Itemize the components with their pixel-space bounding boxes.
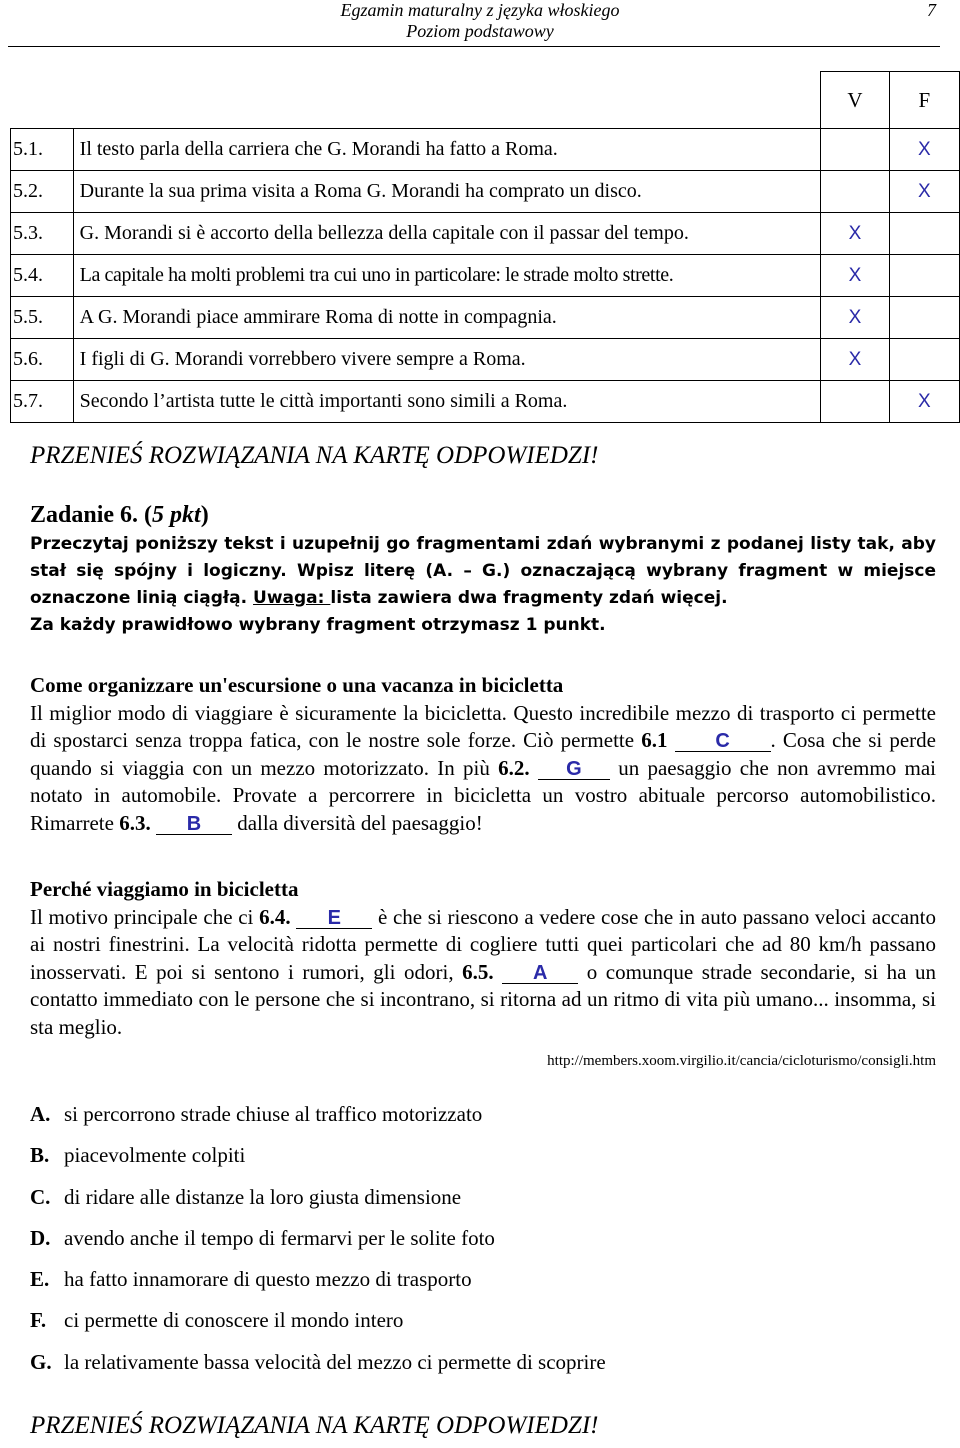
list-item: B. piacevolmente colpiti [30,1143,246,1168]
table-row [11,381,960,423]
answer-v-cell[interactable]: X [821,297,889,339]
list-item: A. si percorrono strade chiuse al traffico motorizzato [30,1102,483,1126]
page-number: 7 [927,0,936,20]
statement-number: 5.5. [11,297,74,339]
note-label: Uwaga: [253,588,331,608]
statement-number: 5.2. [11,171,74,213]
list-item: E. ha fatto innamorare di questo mezzo di trasporto [30,1267,472,1292]
answer-blank[interactable]: G [538,759,610,780]
answer-f-cell[interactable]: X [889,381,959,423]
task-points: 5 pkt [152,502,201,528]
table-row [11,255,960,297]
answer-blank[interactable]: B [156,814,232,835]
exam-title: Egzamin maturalny z języka włoskiego [340,0,620,20]
table-row [11,297,960,339]
section-paragraph: Il motivo principale che ci 6.4. E è che si riescono a vedere cose che in auto passano veloci accanto ai nostri finestrini. La velocità ridotta permette di cogliere tutti quei particolari che ad 80 km/h passano inosservati. E poi si sentono i rumori, gli odori, 6.5. A o comunque strade secondarie, si ha un contatto immediato con le persone che si incontrano, si ritorna ad un ritmo di vita più umano... insomma, si sta meglio. [30,904,937,1039]
transfer-note: PRZENIEŚ ROZWIĄZANIA NA KARTĘ ODPOWIEDZI! [30,442,599,469]
options-list [30,1097,930,1386]
answer-f-cell[interactable] [889,255,959,297]
section-paragraph: Il miglior modo di viaggiare è sicuramente la bicicletta. Questo incredibile mezzo di trasporto ci permette di spostarci senza troppa fatica, con le nostre sole forze. Ciò permette 6.1 C . Cosa che si perde quando si viaggia con un mezzo motorizzato. In più 6.2. G un paesaggio che non avremmo mai notato in automobile. Provate a percorrere in bicicletta un vostro abituale percorso automobilistico. Rimarrete 6.3. B dalla diversità del paesaggio! [30,700,936,835]
statement-text: I figli di G. Morandi vorrebbero vivere sempre a Roma. [73,339,821,381]
table-row [11,213,960,255]
statement-number: 5.3. [11,213,74,255]
table-row [11,171,960,213]
answer-f-cell[interactable] [889,339,959,381]
page-header [0,0,960,48]
statement-text: La capitale ha molti problemi tra cui uno in particolare: le strade molto strette. [73,255,821,297]
exam-level: Poziom podstawowy [406,21,554,41]
answer-v-cell[interactable]: X [821,255,889,297]
statement-number: 5.6. [11,339,74,381]
text-section-2 [30,876,936,1041]
text-section-1 [30,672,936,837]
column-v-header: V [821,72,889,129]
answer-blank[interactable]: A [502,963,578,984]
answer-blank[interactable]: C [675,731,771,752]
answer-v-cell[interactable]: X [821,339,889,381]
task-instructions: Przeczytaj poniższy tekst i uzupełnij go fragmentami zdań wybranymi z podanej listy tak, aby stał się spójny i logiczny. Wpisz literę (A. – G.) oznaczającą wybrany fragment w miejsce oznaczone linią ciągłą. Uwaga: lista zawiera dwa fragmenty zdań więcej. Za każdy prawidłowo wybrany fragment otrzymasz 1 punkt. [30,534,936,635]
list-item: D. avendo anche il tempo di fermarvi per le solite foto [30,1225,495,1250]
statement-text: Il testo parla della carriera che G. Morandi ha fatto a Roma. [73,129,821,171]
true-false-table [10,71,960,423]
source-url: http://members.xoom.virgilio.it/cancia/cicloturismo/consigli.htm [547,1053,936,1069]
statement-number: 5.4. [11,255,74,297]
section-heading: Come organizzare un'escursione o una vacanza in bicicletta [30,673,564,697]
statement-number: 5.1. [11,129,74,171]
answer-v-cell[interactable] [821,171,889,213]
answer-blank[interactable]: E [296,908,372,929]
answer-v-cell[interactable]: X [821,213,889,255]
answer-f-cell[interactable] [889,297,959,339]
column-f-header: F [889,72,959,129]
table-row [11,339,960,381]
answer-f-cell[interactable] [889,213,959,255]
answer-f-cell[interactable]: X [889,171,959,213]
statement-text: Secondo l’artista tutte le città importanti sono simili a Roma. [73,381,821,423]
statement-text: G. Morandi si è accorto della bellezza della capitale con il passar del tempo. [73,213,821,255]
statement-number: 5.7. [11,381,74,423]
table-row [11,129,960,171]
task-title: Zadanie 6. (5 pkt) [30,502,209,528]
statement-text: Durante la sua prima visita a Roma G. Morandi ha comprato un disco. [73,171,821,213]
list-item: F. ci permette di conoscere il mondo intero [30,1308,404,1333]
list-item: C. di ridare alle distanze la loro giusta dimensione [30,1184,462,1209]
answer-v-cell[interactable] [821,129,889,171]
header-divider [8,46,940,47]
task-6 [30,502,936,639]
list-item: G. la relativamente bassa velocità del mezzo ci permette di scoprire [30,1349,606,1374]
answer-v-cell[interactable] [821,381,889,423]
answer-f-cell[interactable]: X [889,129,959,171]
statement-text: A G. Morandi piace ammirare Roma di notte in compagnia. [73,297,821,339]
transfer-note-bottom: PRZENIEŚ ROZWIĄZANIA NA KARTĘ ODPOWIEDZI! [30,1412,599,1439]
table-header-row [11,72,960,129]
section-heading: Perché viaggiamo in bicicletta [30,877,299,901]
